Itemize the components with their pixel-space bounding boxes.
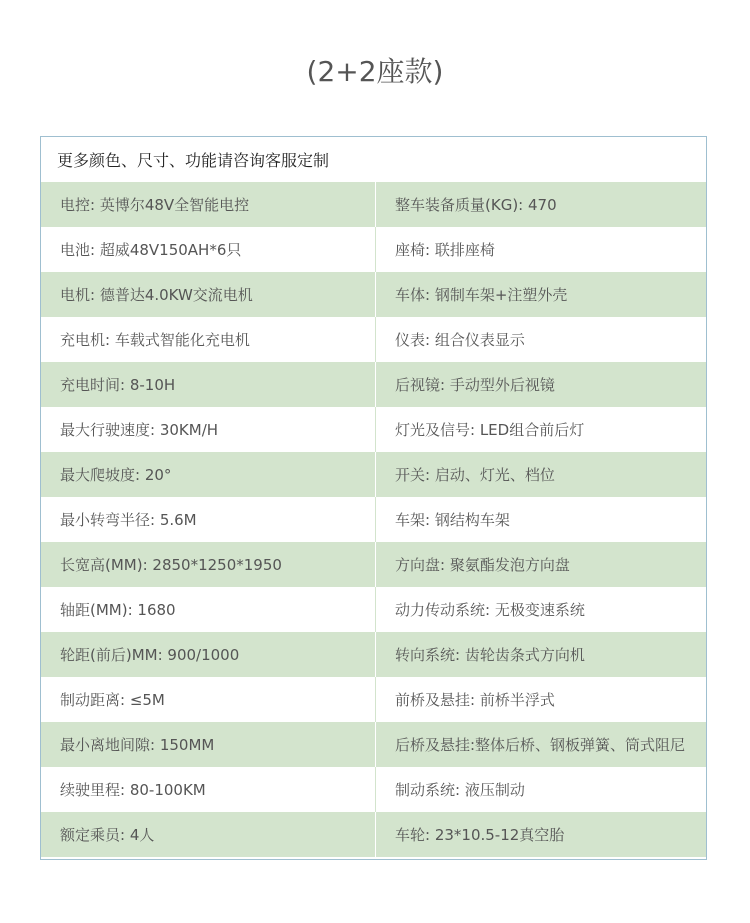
spec-cell-left: 电池: 超威48V150AH*6只	[41, 227, 376, 272]
table-row	[41, 452, 706, 497]
table-row	[41, 407, 706, 452]
spec-cell-right: 座椅: 联排座椅	[395, 241, 495, 259]
spec-cell-right: 车架: 钢结构车架	[395, 511, 510, 529]
table-row	[41, 722, 706, 767]
spec-cell-left: 制动距离: ≤5M	[41, 677, 376, 722]
spec-cell-left: 轮距(前后)MM: 900/1000	[41, 632, 376, 677]
table-row	[41, 317, 706, 362]
table-row	[41, 362, 706, 407]
spec-cell-left: 最小转弯半径: 5.6M	[41, 497, 376, 542]
table-row	[41, 497, 706, 542]
spec-cell-right: 制动系统: 液压制动	[395, 781, 525, 799]
spec-cell-left: 充电机: 车载式智能化充电机	[41, 317, 376, 362]
table-header: 更多颜色、尺寸、功能请咨询客服定制	[41, 137, 706, 182]
spec-cell-left: 最小离地间隙: 150MM	[41, 722, 376, 767]
spec-table	[40, 136, 707, 860]
table-row	[41, 677, 706, 722]
page-title: (2+2座款)	[306, 55, 444, 88]
table-row	[41, 542, 706, 587]
spec-cell-right: 动力传动系统: 无极变速系统	[395, 601, 585, 619]
spec-cell-left: 续驶里程: 80-100KM	[41, 767, 376, 812]
spec-cell-right: 开关: 启动、灯光、档位	[395, 466, 555, 484]
spec-cell-right: 后桥及悬挂:整体后桥、钢板弹簧、筒式阻尼	[395, 736, 686, 754]
spec-cell-left: 额定乘员: 4人	[41, 812, 376, 857]
spec-cell-right: 整车装备质量(KG): 470	[395, 196, 557, 214]
spec-cell-left: 电控: 英博尔48V全智能电控	[41, 182, 376, 227]
spec-cell-left: 轴距(MM): 1680	[41, 587, 376, 632]
table-row	[41, 272, 706, 317]
table-row	[41, 632, 706, 677]
table-row	[41, 227, 706, 272]
table-row	[41, 587, 706, 632]
table-row	[41, 812, 706, 857]
spec-cell-right: 仪表: 组合仪表显示	[395, 331, 525, 349]
table-row	[41, 767, 706, 812]
spec-cell-right: 车轮: 23*10.5-12真空胎	[395, 826, 565, 844]
spec-cell-left: 电机: 德普达4.0KW交流电机	[41, 272, 376, 317]
table-row	[41, 182, 706, 227]
spec-cell-left: 长宽高(MM): 2850*1250*1950	[41, 542, 376, 587]
spec-cell-left: 最大行驶速度: 30KM/H	[41, 407, 376, 452]
spec-cell-left: 充电时间: 8-10H	[41, 362, 376, 407]
spec-cell-right: 前桥及悬挂: 前桥半浮式	[395, 691, 555, 709]
spec-cell-left: 最大爬坡度: 20°	[41, 452, 376, 497]
spec-cell-right: 灯光及信号: LED组合前后灯	[395, 421, 585, 439]
spec-cell-right: 车体: 钢制车架+注塑外壳	[395, 286, 568, 304]
spec-cell-right: 后视镜: 手动型外后视镜	[395, 376, 555, 394]
spec-cell-right: 方向盘: 聚氨酯发泡方向盘	[395, 556, 570, 574]
spec-cell-right: 转向系统: 齿轮齿条式方向机	[395, 646, 585, 664]
